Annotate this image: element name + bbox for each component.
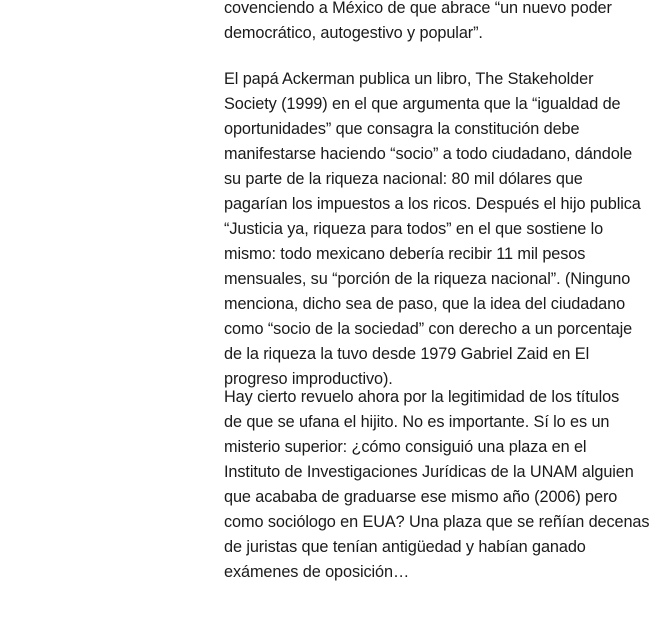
text-line: democrático, autogestivo y popular”. [224,24,483,42]
text-line: exámenes de oposición… [224,563,410,581]
text-line: Instituto de Investigaciones Jurídicas de la UNAM alguien [224,463,634,481]
text-line: oportunidades” que consagra la constitución debe [224,120,580,138]
text-line: progreso improductivo). [224,370,393,388]
paragraph-1 [224,0,668,46]
text-line: covenciendo a México de que abrace “un nuevo poder [224,0,612,17]
text-line: menciona, dicho sea de paso, que la idea del ciudadano [224,295,626,313]
text-line: su parte de la riqueza nacional: 80 mil dólares que [224,170,583,188]
text-line: de que se ufana el hijito. No es importante. Sí lo es un [224,413,610,431]
text-line: que acababa de graduarse ese mismo año (2006) pero [224,488,618,506]
text-line: como “socio de la sociedad” con derecho a un porcentaje [224,320,633,338]
text-line: Hay cierto revuelo ahora por la legitimidad de los títulos [224,388,620,406]
text-line: mismo: todo mexicano debería recibir 11 mil pesos [224,245,586,263]
text-line: como sociólogo en EUA? Una plaza que se reñían decenas [224,513,650,531]
text-line: “Justicia ya, riqueza para todos” en el que sostiene lo [224,220,604,238]
text-line: de la riqueza la tuvo desde 1979 Gabriel Zaid en El [224,345,590,363]
text-line: mensuales, su “porción de la riqueza nacional”. (Ninguno [224,270,631,288]
text-line: de juristas que tenían antigüedad y habían ganado [224,538,586,556]
text-line: pagarían los impuestos a los ricos. Después el hijo publica [224,195,641,213]
paragraph-2 [224,67,668,392]
text-line: misterio superior: ¿cómo consiguió una plaza en el [224,438,587,456]
text-line: Society (1999) en el que argumenta que la “igualdad de [224,95,621,113]
text-line: El papá Ackerman publica un libro, The Stakeholder [224,70,594,88]
paragraph-3 [224,385,668,585]
text-line: manifestarse haciendo “socio” a todo ciudadano, dándole [224,145,633,163]
